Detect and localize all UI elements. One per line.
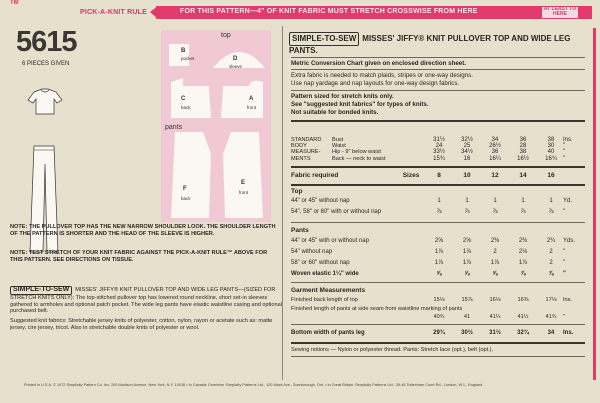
unit: "	[563, 143, 566, 150]
cell: 16½	[517, 155, 529, 162]
row-label: Woven elastic 1¼" wide	[291, 271, 359, 277]
cell: 15⅞	[461, 297, 473, 303]
sizes-label: Sizes	[402, 172, 420, 179]
footer-copyright: Printed in U.S.A. © 1972 Simplicity Pattern Co. Inc. 200 Madison Avenue, New York, N.Y. 10016 • In Canada: Dominion Simplicity Patterns Ltd., 120 Mack Ave., Scarborough, Ont. • In Great Britain: Simplicity Patterns Ltd., 39-45 Tottenham Court Rd., London, W.1., England	[24, 383, 483, 387]
unit: Yd.	[563, 198, 573, 204]
sized-note-3: Not suitable for bonded knits.	[291, 109, 379, 116]
pick-a-knit-banner	[0, 0, 600, 20]
cell: ⅞	[548, 209, 554, 215]
row-label: 44" or 45" without nap	[291, 198, 350, 204]
unit: Ins.	[563, 297, 573, 303]
cell: 16¼	[489, 155, 501, 162]
size-col: 10	[463, 172, 471, 179]
cell: 32½	[461, 137, 473, 143]
cell: 41	[463, 314, 471, 320]
piece-pocket	[169, 44, 189, 66]
divider	[291, 184, 585, 186]
divider	[291, 342, 585, 344]
cell: 38	[519, 149, 527, 156]
simple-to-sew-badge: SIMPLE-TO-SEW	[289, 32, 359, 46]
cell: 31½	[489, 330, 501, 336]
cell: 2¾	[546, 238, 556, 244]
cell: 1	[465, 198, 469, 204]
cell: ⅞	[436, 209, 442, 215]
piece-name-top-back: back	[181, 105, 191, 110]
shoulder-note: NOTE: THE PULLOVER TOP HAS THE NEW NARROW SHOULDER LOOK. THE SHOULDER LENGTH OF THE PATTERN IS SHORTER AND THE HEAD OF THE SLEEVE IS HIGHER.	[10, 224, 276, 237]
at-least-label: AT LEAST TO HERE	[543, 6, 577, 17]
pants-front-piece-icon	[221, 132, 265, 218]
cell: 36	[491, 149, 499, 156]
cell: 34½	[461, 149, 473, 156]
right-arrow-icon	[580, 6, 592, 19]
pattern-title	[289, 32, 589, 56]
cell: 36	[519, 137, 527, 143]
unit: Ins.	[563, 137, 573, 143]
unit: "	[563, 149, 566, 156]
divider	[291, 282, 585, 283]
cell: 41½	[517, 314, 529, 320]
pick-a-knit-rule-label: PICK-A-KNIT RULE	[80, 9, 147, 16]
divider	[291, 57, 585, 58]
simple-to-sew-badge: SIMPLE-TO-SEW	[10, 286, 72, 295]
cell: 25	[463, 143, 471, 150]
cell: 2⅝	[462, 238, 472, 244]
piece-name-pants-front: front	[239, 190, 249, 195]
meas-name: Waist	[332, 143, 346, 150]
pants-back-piece-icon	[169, 132, 213, 218]
pants-label: pants	[165, 124, 183, 131]
cell: 2	[549, 260, 553, 266]
row-label: Finished length of pants at side seam from waistline marking of pants	[291, 306, 463, 312]
top-back-piece-icon	[169, 78, 213, 118]
cell: ⅝	[436, 271, 442, 277]
row-label: 54" without nap	[291, 249, 333, 255]
piece-letter-c: C	[181, 96, 186, 102]
piece-letter-e: E	[241, 180, 246, 186]
cell: ⅝	[492, 271, 498, 277]
cell: 34	[491, 137, 499, 143]
piece-name-pants-back: back	[181, 196, 191, 201]
cell: 32¾	[517, 330, 529, 336]
cell: 30½	[461, 330, 473, 336]
cell: 1	[549, 198, 553, 204]
meas-name: Hip - 9" below waist	[332, 149, 381, 156]
cell: 33½	[433, 149, 445, 156]
cell: 1⅞	[518, 260, 528, 266]
meas-name: Bust	[332, 137, 344, 143]
cell: 1	[437, 198, 441, 204]
unit: Ins.	[563, 330, 574, 336]
section-title: Top	[291, 188, 303, 195]
divider	[291, 166, 585, 168]
cell: 24	[435, 143, 443, 150]
section-title: Pants	[291, 227, 309, 234]
unit: "	[563, 249, 566, 255]
cell: 31½	[433, 137, 445, 143]
piece-name-sleeve: sleeve	[229, 64, 243, 69]
unit: "	[563, 260, 566, 266]
cell: 2	[549, 249, 553, 255]
row-label: 54", 58" or 60" with or without nap	[291, 209, 382, 215]
unit: "	[563, 314, 565, 320]
unit: Yds.	[563, 238, 576, 244]
divider	[291, 69, 585, 70]
pieces-given: 6 PIECES GIVEN	[22, 61, 70, 67]
cell: 2⅝	[434, 238, 444, 244]
cell: 1⅞	[434, 249, 444, 255]
cell: ⅞	[464, 209, 470, 215]
meas-label: MEASURE-	[291, 149, 321, 156]
cell: 17⅛	[545, 297, 557, 303]
cell: 1⅞	[434, 260, 444, 266]
cell: 2⅜	[490, 238, 500, 244]
sized-note-2: See "suggested knit fabrics" for types of knits.	[291, 101, 429, 108]
row-label: Finished back length of top	[291, 297, 358, 303]
cell: 2⅜	[518, 238, 528, 244]
cell: 1	[521, 198, 525, 204]
standard-body-label	[291, 137, 321, 162]
stretch-bar-text: FOR THIS PATTERN—4" OF KNIT FABRIC MUST STRETCH CROSSWISE FROM HERE	[180, 8, 478, 15]
cell: 2⅛	[518, 249, 528, 255]
piece-name-pocket: pocket	[181, 56, 195, 61]
size-col: 16	[547, 172, 555, 179]
top-front-piece-icon	[219, 78, 265, 118]
suggested-fabrics: Suggested knit fabrics: Stretchable jersey knits of polyester, cotton, nylon, rayon or acetate such as: matte jersey, cire jersey, tricot. Also in stretchable double knits of polyester or wool.	[10, 318, 273, 331]
cell: 15¾	[433, 155, 445, 162]
pattern-number: 5615	[16, 26, 77, 58]
pattern-description	[10, 286, 282, 332]
cell: ⅞	[520, 271, 526, 277]
column-divider	[282, 26, 283, 380]
meas-label: MENTS	[291, 155, 311, 162]
piece-letter-d: D	[233, 56, 238, 62]
piece-letter-a: A	[249, 96, 254, 102]
cell: 34	[547, 330, 555, 336]
row-label: Bottom width of pants leg	[291, 330, 365, 336]
cell: 16	[463, 155, 471, 162]
metric-note: Metric Conversion Chart given on enclosed direction sheet.	[291, 60, 467, 67]
extra-fabric-note: Extra fabric is needed to match plaids, stripes or one-way designs.	[291, 72, 473, 79]
cell: 40¾	[433, 314, 445, 320]
cell: 1⅞	[490, 260, 500, 266]
trademark-logo: TM	[10, 0, 19, 6]
unit: "	[563, 271, 566, 277]
cell: 41¾	[545, 314, 557, 320]
cell: ⅞	[492, 209, 498, 215]
section-title: Garment Measurements	[291, 287, 366, 294]
cell: 1	[493, 198, 497, 204]
cell: 29¾	[433, 330, 445, 336]
meas-label: BODY	[291, 143, 307, 150]
piece-letter-f: F	[183, 186, 187, 192]
cell: 15⅛	[433, 297, 445, 303]
nap-note: Use nap yardage and nap layouts for one-way design fabrics.	[291, 80, 460, 87]
cell: 1⅞	[462, 249, 472, 255]
cell: 28	[519, 143, 527, 150]
right-edge-bar	[593, 28, 596, 380]
divider	[291, 120, 585, 122]
divider	[291, 356, 585, 357]
meas-name: Back — neck to waist	[332, 155, 386, 162]
unit: "	[563, 155, 566, 162]
cell: 40	[547, 149, 555, 156]
cell: 30	[547, 143, 555, 150]
cell: 16⅜	[517, 297, 529, 303]
meas-label: STANDARD	[291, 137, 322, 143]
cell: ⅞	[520, 209, 526, 215]
cell: 41¼	[489, 314, 501, 320]
row-label: 44" or 45" with or without nap	[291, 238, 369, 244]
divider	[291, 222, 585, 223]
piece-name-top-front: front	[247, 105, 257, 110]
stretch-test-note: NOTE: TEST STRETCH OF YOUR KNIT FABRIC AGAINST THE PICK-A-KNIT RULE™ ABOVE FOR THIS PATTERN. SEE DIRECTIONS ON TISSUE.	[10, 250, 268, 263]
top-label: top	[221, 32, 231, 39]
cell: 16⅛	[489, 297, 501, 303]
stretch-bar	[156, 6, 592, 19]
pattern-pieces-diagram	[161, 30, 271, 222]
measurement-names	[332, 137, 385, 162]
size-col: 12	[491, 172, 499, 179]
title-text: MISSES' JIFFY® KNIT PULLOVER TOP AND WIDE LEG PANTS.	[289, 34, 571, 55]
description-text: MISSES' JIFFY® KNIT PULLOVER TOP AND WIDE LEG PANTS—(SIZED FOR STRETCH KNITS ONLY): The top-stitched pullover top has lowered round neckline, short set-in sleeves gathered to armholes and optional patch pocket. The wide leg pants have elastic waistline casing and optional purchased belt.	[10, 287, 282, 315]
fabric-required-label: Fabric required	[291, 172, 339, 179]
cell: 38	[547, 137, 555, 143]
sewing-notions: Sewing notions — Nylon or polyester thread. Pants: Stretch lace (opt.), belt (opt.).	[291, 347, 494, 353]
sized-note-1: Pattern sized for stretch knits only.	[291, 93, 394, 100]
piece-letter-b: B	[181, 48, 186, 54]
size-col: 8	[437, 172, 441, 179]
cell: ⅝	[464, 271, 470, 277]
divider	[291, 90, 585, 91]
size-col: 14	[519, 172, 527, 179]
divider	[291, 324, 585, 325]
cell: 16¾	[545, 155, 557, 162]
cell: ⅞	[548, 271, 554, 277]
cell: 2	[493, 249, 497, 255]
unit: "	[563, 209, 566, 215]
cell: 26½	[489, 143, 501, 150]
cell: 1⅞	[462, 260, 472, 266]
row-label: 58" or 60" without nap	[291, 260, 350, 266]
